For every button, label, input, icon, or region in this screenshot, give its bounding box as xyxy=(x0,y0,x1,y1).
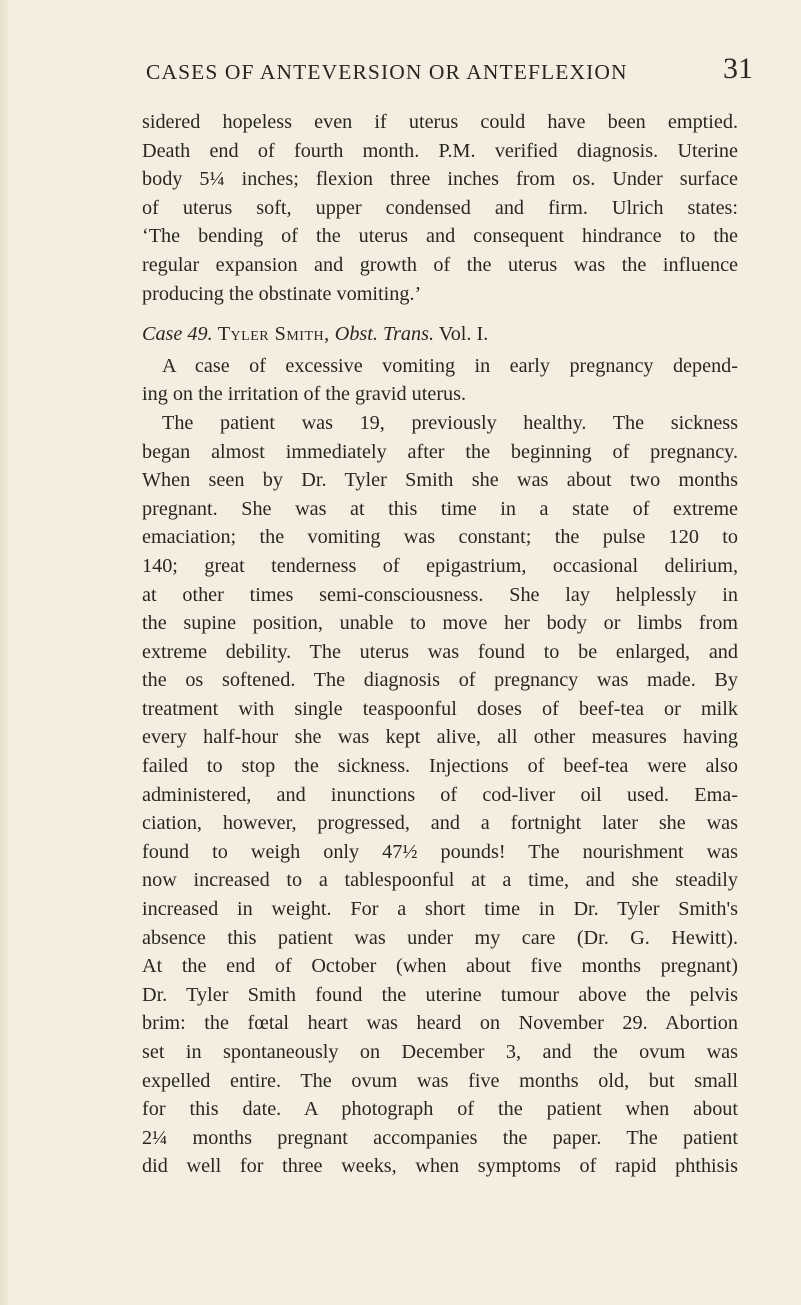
text-line: set in spontaneously on December 3, and the ovum was xyxy=(142,1041,738,1063)
text-line: When seen by Dr. Tyler Smith she was about two months xyxy=(142,469,738,492)
text-line: ciation, however, progressed, and a fortnight later she was xyxy=(142,812,738,835)
text-line: Dr. Tyler Smith found the uterine tumour above the pelvis xyxy=(142,983,738,1006)
text-line: at other times semi-consciousness. She lay helplessly in xyxy=(142,583,738,606)
page-edge-shadow xyxy=(0,0,10,1305)
text-line: of uterus soft, upper condensed and firm. Ulrich states: xyxy=(142,196,738,219)
text-line: 140; great tenderness of epigastrium, occasional delirium, xyxy=(142,554,738,577)
text-line: A case of excessive vomiting in early pregnancy depend- xyxy=(162,354,738,377)
page-number: 31 xyxy=(723,52,753,85)
text-line: treatment with single teaspoonful doses of beef-tea or milk xyxy=(142,697,738,720)
text-line: ‘The bending of the uterus and consequent hindrance to the xyxy=(142,225,738,248)
case-label: Case 49. xyxy=(142,323,213,346)
text-line: began almost immediately after the beginning of pregnancy. xyxy=(142,440,738,463)
text-line: increased in weight. For a short time in Dr. Tyler Smith's xyxy=(142,898,738,921)
text-line: The patient was 19, previously healthy. The sickness xyxy=(162,411,738,434)
text-line: emaciation; the vomiting was constant; the pulse 120 to xyxy=(142,526,738,549)
text-line: now increased to a tablespoonful at a time, and she steadily xyxy=(142,869,738,892)
case-volume: Vol. I. xyxy=(438,323,489,346)
text-line: ing on the irritation of the gravid uterus. xyxy=(142,383,467,406)
case-summary-paragraph xyxy=(142,352,738,409)
text-line: every half-hour she was kept alive, all other measures having xyxy=(142,726,738,749)
case-source: Obst. Trans. xyxy=(334,323,435,346)
text-line: the supine position, unable to move her body or limbs from xyxy=(142,612,738,635)
text-line: sidered hopeless even if uterus could have been emptied. xyxy=(142,111,738,133)
text-line: brim: the fœtal heart was heard on November 29. Abortion xyxy=(142,1012,738,1035)
page-header xyxy=(0,52,801,92)
body-text xyxy=(142,108,738,1181)
text-line: administered, and inunctions of cod-liver oil used. Ema- xyxy=(142,783,738,806)
text-line: absence this patient was under my care (Dr. G. Hewitt). xyxy=(142,926,738,949)
text-line: expelled entire. The ovum was five months old, but small xyxy=(142,1069,738,1092)
text-line: found to weigh only 47½ pounds! The nourishment was xyxy=(142,840,738,863)
case-narrative-paragraph xyxy=(142,409,738,1181)
continuation-paragraph xyxy=(142,108,738,308)
text-line: 2¼ months pregnant accompanies the paper. The patient xyxy=(142,1126,738,1149)
text-line: for this date. A photograph of the patient when about xyxy=(142,1098,738,1121)
text-line: did well for three weeks, when symptoms of rapid phthisis xyxy=(142,1155,738,1178)
case-author: Tyler Smith, xyxy=(217,323,330,346)
text-line: the os softened. The diagnosis of pregnancy was made. By xyxy=(142,669,738,692)
text-line: body 5¼ inches; flexion three inches from os. Under surface xyxy=(142,168,738,191)
running-title: CASES OF ANTEVERSION OR ANTEFLEXION xyxy=(146,60,628,84)
text-line: pregnant. She was at this time in a state of extreme xyxy=(142,497,738,520)
text-line: regular expansion and growth of the uterus was the influence xyxy=(142,253,738,276)
text-line: extreme debility. The uterus was found to be enlarged, and xyxy=(142,640,738,663)
text-line: Death end of fourth month. P.M. verified diagnosis. Uterine xyxy=(142,139,738,162)
text-line: At the end of October (when about five months pregnant) xyxy=(142,955,738,978)
text-line: producing the obstinate vomiting.’ xyxy=(142,282,422,305)
case-heading xyxy=(142,320,738,349)
text-line: failed to stop the sickness. Injections of beef-tea were also xyxy=(142,755,738,778)
